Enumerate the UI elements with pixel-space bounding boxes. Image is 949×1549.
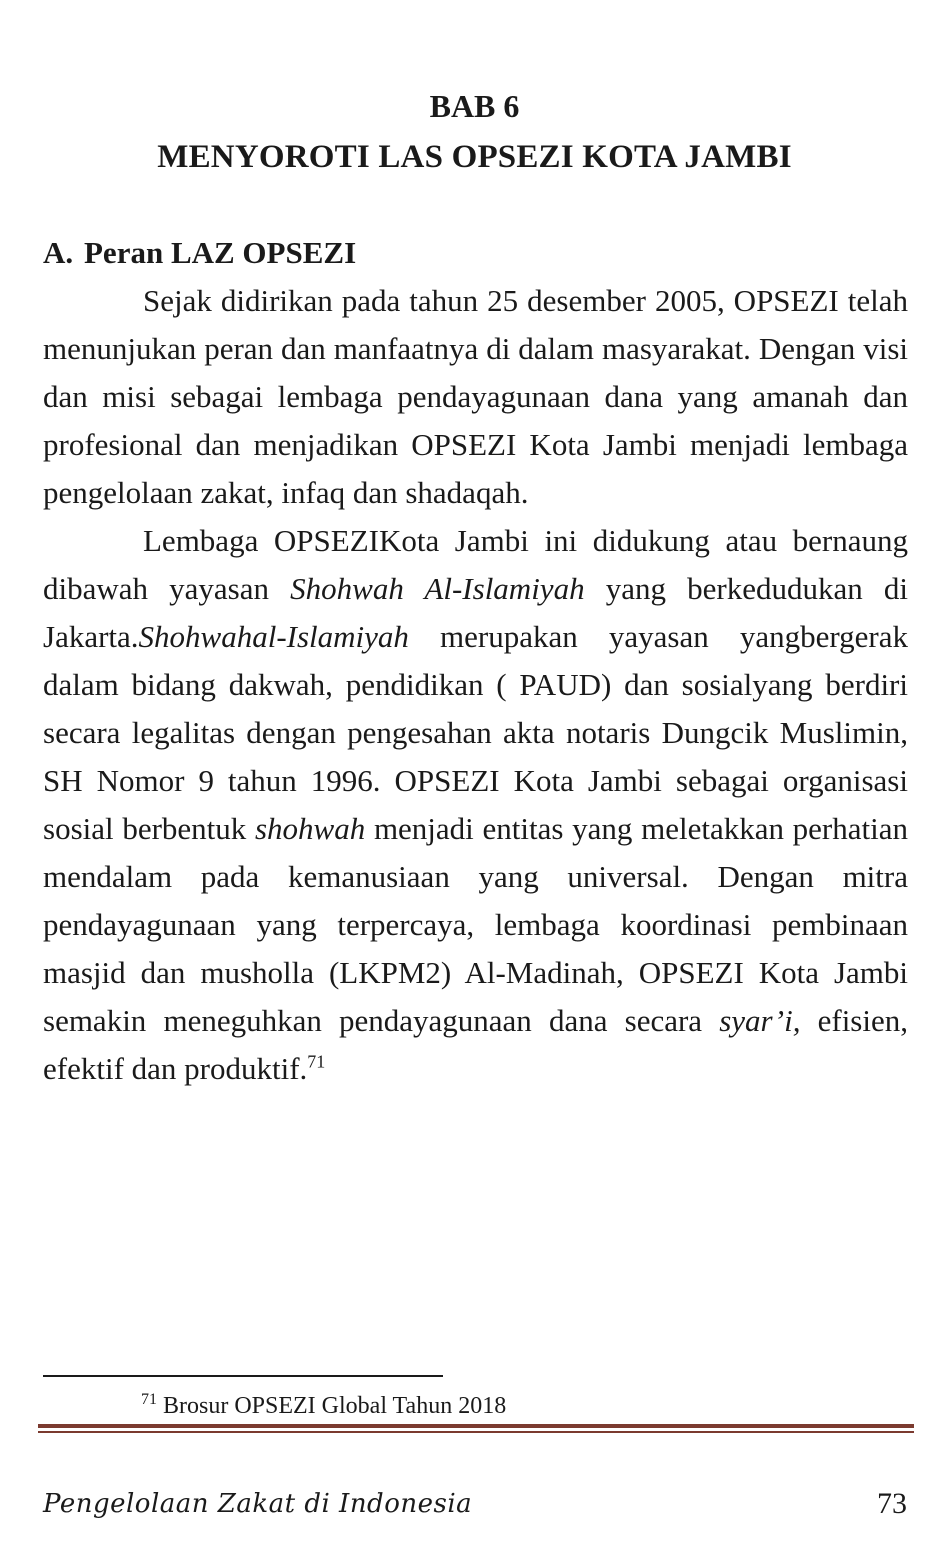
section-heading (43, 233, 356, 273)
page-number: 73 (877, 1487, 907, 1520)
footer-rule-thin (38, 1431, 914, 1433)
paragraph-1: Sejak didirikan pada tahun 25 desember 2005, OPSEZI telah menunjukan peran dan manfaatnya di dalam masyarakat. Dengan visi dan misi sebagai lembaga pendayagunaan dana yang amanah dan profesional dan menjadikan OPSEZI Kota Jambi menjadi lembaga pengelolaan zakat, infaq dan shadaqah. (43, 283, 908, 510)
section-title: Peran LAZ OPSEZI (84, 235, 357, 270)
p2-italic-4: syar’i, (719, 1003, 801, 1038)
footnote (141, 1390, 506, 1422)
footnote-reference[interactable]: 71 (307, 1051, 326, 1072)
p2-text-1: Lembaga OPSEZIKota Jambi ini didukung atau bernaung dibawah yayasan (43, 523, 908, 606)
paragraph-2 (43, 517, 908, 1093)
footnote-separator (43, 1375, 443, 1377)
chapter-number: BAB 6 (429, 88, 520, 124)
p2-text-3: merupakan yayasan yangbergerak dalam bidang dakwah, pendidikan ( PAUD) dan sosialyang berdiri secara legalitas dengan pengesahan akta notaris Dungcik Muslimin, SH Nomor 9 tahun 1996. OPSEZI Kota Jambi sebagai organisasi sosial berbentuk (43, 619, 908, 846)
footer-rule-thick (38, 1424, 914, 1428)
footnote-number: 71 (141, 1391, 157, 1408)
p2-text-4: menjadi entitas yang meletakkan perhatian mendalam pada kemanusiaan yang universal. Dengan mitra pendayagunaan yang terpercaya, lembaga koordinasi pembinaan masjid dan musholla (LKPM2) Al-Madinah, OPSEZI Kota Jambi semakin meneguhkan pendayagunaan dana secara (43, 811, 908, 1038)
footnote-text: Brosur OPSEZI Global Tahun 2018 (163, 1393, 507, 1419)
p2-italic-1: Shohwah Al-Islamiyah (290, 571, 585, 606)
p2-italic-2: Shohwahal-Islamiyah (138, 619, 409, 654)
chapter-title: MENYOROTI LAS OPSEZI KOTA JAMBI (157, 139, 792, 175)
section-letter: A. (43, 235, 74, 270)
p2-text-2: yang berkedudukan di Jakarta. (43, 571, 908, 654)
p2-italic-3: shohwah (254, 811, 366, 846)
footer-book-title: Pengelolaan Zakat di Indonesia (43, 1489, 473, 1519)
p2-text-5: efisien, efektif dan produktif. (43, 1003, 908, 1086)
body-text (43, 277, 908, 1093)
